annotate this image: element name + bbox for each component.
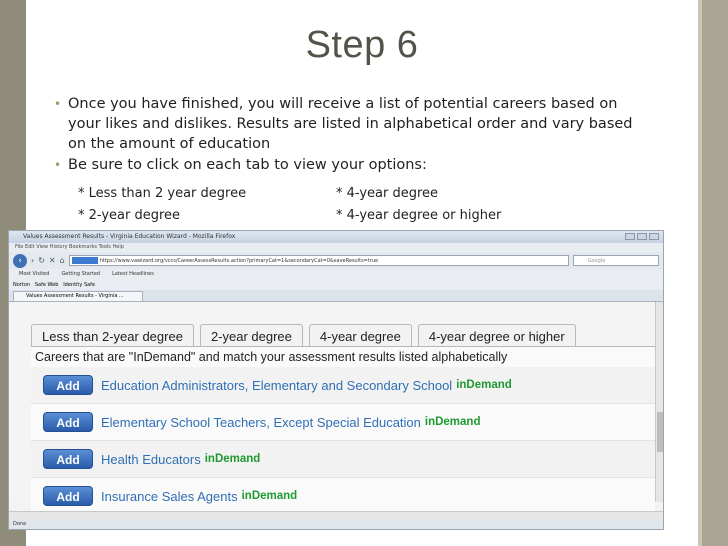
bullet-item — [54, 155, 654, 175]
add-button[interactable]: Add — [43, 486, 93, 506]
bullet-dot-icon: • — [54, 97, 62, 111]
career-link[interactable]: Elementary School Teachers, Except Special Education — [101, 414, 421, 430]
bookmark-item[interactable]: Latest Headlines — [112, 271, 154, 277]
list-item — [31, 441, 655, 478]
careers-header: Careers that are "InDemand" and match your assessment results listed alphabetically — [35, 350, 508, 364]
back-icon[interactable]: ‹ — [13, 254, 27, 268]
status-bar: Done — [9, 519, 663, 529]
bullet-text: Be sure to click on each tab to view your options: — [68, 157, 427, 173]
browser-window-title: Values Assessment Results - Virginia Education Wizard - Mozilla Firefox — [23, 233, 236, 240]
degree-tabs — [31, 324, 576, 346]
url-bar[interactable] — [69, 255, 569, 266]
browser-tab-strip — [9, 290, 663, 302]
vertical-scrollbar[interactable] — [655, 302, 663, 502]
horizontal-scrollbar[interactable] — [9, 511, 663, 519]
scrollbar-thumb[interactable] — [657, 412, 663, 452]
bullet-text: Once you have finished, you will receive a list of potential careers based on your likes and dislikes. Results are listed in alphabetical order and vary based on the amount of education — [68, 96, 633, 152]
career-link[interactable]: Education Administrators, Elementary and Secondary School — [101, 377, 453, 393]
norton-item[interactable]: Identity Safe — [63, 282, 96, 288]
bullet-dot-icon: • — [54, 158, 62, 172]
minimize-icon[interactable] — [625, 233, 635, 240]
browser-screenshot — [8, 230, 664, 530]
degree-options-list — [78, 183, 598, 227]
careers-panel — [31, 346, 655, 516]
add-button[interactable]: Add — [43, 412, 93, 432]
slide-title: Step 6 — [305, 24, 419, 66]
bookmark-item[interactable]: Getting Started — [61, 271, 101, 277]
career-link[interactable]: Health Educators — [101, 451, 201, 467]
indemand-badge: inDemand — [204, 453, 261, 465]
add-button[interactable]: Add — [43, 449, 93, 469]
degree-option: * 4-year degree or higher — [336, 208, 502, 223]
slide-frame-right — [702, 0, 728, 546]
career-link[interactable]: Insurance Sales Agents — [101, 488, 238, 504]
norton-toolbar — [9, 280, 663, 290]
degree-options-row — [78, 205, 598, 227]
bullet-list — [54, 94, 654, 176]
search-input[interactable]: Google — [573, 255, 659, 266]
list-item — [31, 367, 655, 404]
page-content — [9, 302, 663, 502]
list-item — [31, 478, 655, 515]
close-icon[interactable] — [649, 233, 659, 240]
tab-2-year[interactable]: 2-year degree — [200, 324, 303, 346]
forward-icon[interactable]: › — [31, 256, 35, 265]
degree-option: * 4-year degree — [336, 186, 439, 201]
indemand-badge: inDemand — [241, 490, 298, 502]
tab-4-year-or-higher[interactable]: 4-year degree or higher — [418, 324, 576, 346]
window-controls — [625, 233, 659, 240]
maximize-icon[interactable] — [637, 233, 647, 240]
bullet-item — [54, 94, 654, 154]
degree-options-row — [78, 183, 598, 205]
bookmark-item[interactable]: Most Visited — [19, 271, 50, 277]
degree-option: * 2-year degree — [78, 208, 181, 223]
degree-option: * Less than 2 year degree — [78, 186, 247, 201]
norton-item[interactable]: Safe Web — [34, 282, 59, 288]
browser-navbar — [9, 252, 663, 269]
site-identity-icon[interactable] — [72, 257, 98, 264]
tab-less-than-2-year[interactable]: Less than 2-year degree — [31, 324, 194, 346]
norton-item[interactable]: Norton — [13, 282, 31, 288]
url-text: https://www.vawizard.org/vccs/CareerAssessResults.action?primaryCat=1&secondaryCat=0&saveResults=true — [99, 258, 379, 264]
stop-icon[interactable]: ✕ — [48, 256, 56, 265]
indemand-badge: inDemand — [456, 379, 512, 391]
list-item — [31, 404, 655, 441]
add-button[interactable]: Add — [43, 375, 93, 395]
browser-tab[interactable]: Values Assessment Results - Virginia ... — [13, 291, 143, 301]
reload-icon[interactable]: ↻ — [38, 256, 45, 265]
indemand-badge: inDemand — [424, 416, 481, 428]
browser-menubar[interactable]: File Edit View History Bookmarks Tools Help — [9, 243, 663, 252]
home-icon[interactable]: ⌂ — [59, 256, 65, 265]
tab-4-year[interactable]: 4-year degree — [309, 324, 412, 346]
browser-titlebar — [9, 231, 663, 243]
bookmarks-bar — [9, 269, 663, 280]
